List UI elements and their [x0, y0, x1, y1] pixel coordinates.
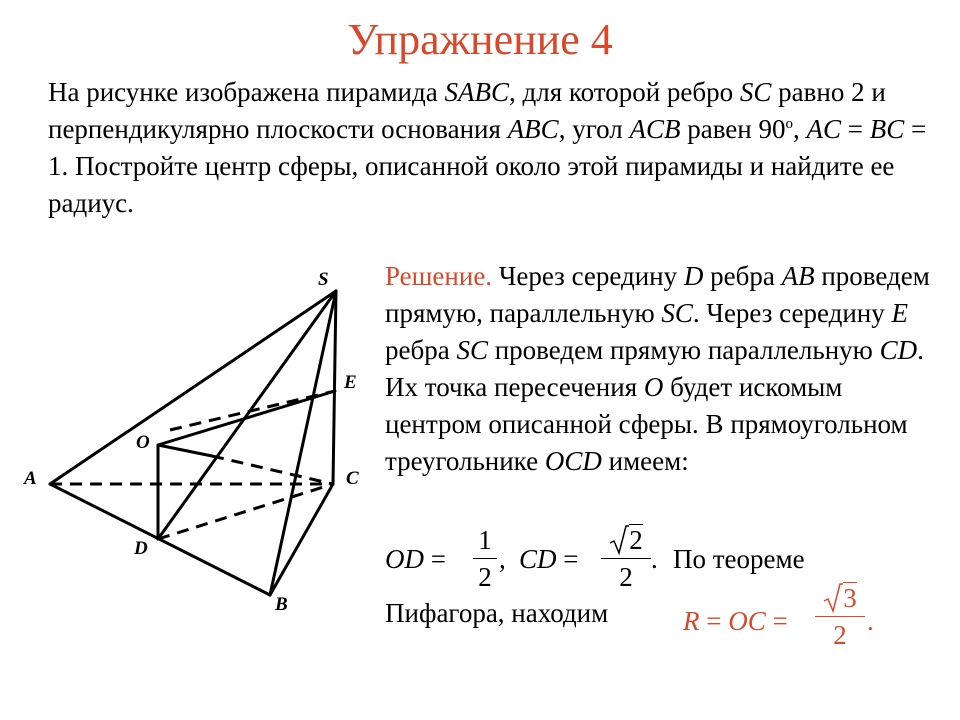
- fraction-cd: 2 2: [601, 524, 651, 593]
- segment-O-mid: [158, 445, 212, 456]
- fraction-od: 1 2: [473, 524, 497, 593]
- var-CD: CD: [519, 544, 557, 574]
- label-C: C: [346, 468, 359, 489]
- pyramid-figure: [0, 260, 380, 640]
- label-O: O: [136, 432, 150, 453]
- segment-OC-hidden: [212, 456, 333, 484]
- solution-text: Решение. Через середину D ребра AB проведем прямую, параллельную SC. Через середину E ребра SC проведем прямую параллельную CD. Их точка пересечения O будет искомым центром описанной сферы. В прямоугольном треугольнике OCD имеем:: [385, 261, 930, 476]
- solution-label: Решение.: [385, 261, 493, 291]
- formula-od-cd: OD = 1 2 , CD = 2 2 . По теореме: [385, 525, 805, 592]
- label-D: D: [134, 538, 148, 559]
- label-S: S: [318, 269, 329, 290]
- edge-SC: [333, 291, 336, 484]
- fraction-radius: 3 2: [815, 582, 865, 651]
- problem-statement: На рисунке изображена пирамида SABC, для которой ребро SC равно 2 и перпендикулярно плоскости основания ABC, угол ACB равен 90$^o$, AC = BC = 1. Постройте центр сферы, описанной около этой пирамиды и найдите ее радиус.: [48, 77, 927, 218]
- slide-title: Упражнение 4: [347, 15, 613, 64]
- label-A: A: [24, 468, 37, 489]
- label-B: B: [275, 594, 288, 615]
- formula-radius: Пифагора, находим R = OC = 3 2 .: [385, 583, 874, 650]
- edge-SA: [50, 291, 336, 484]
- var-OD: OD: [385, 544, 424, 574]
- label-E: E: [344, 372, 357, 393]
